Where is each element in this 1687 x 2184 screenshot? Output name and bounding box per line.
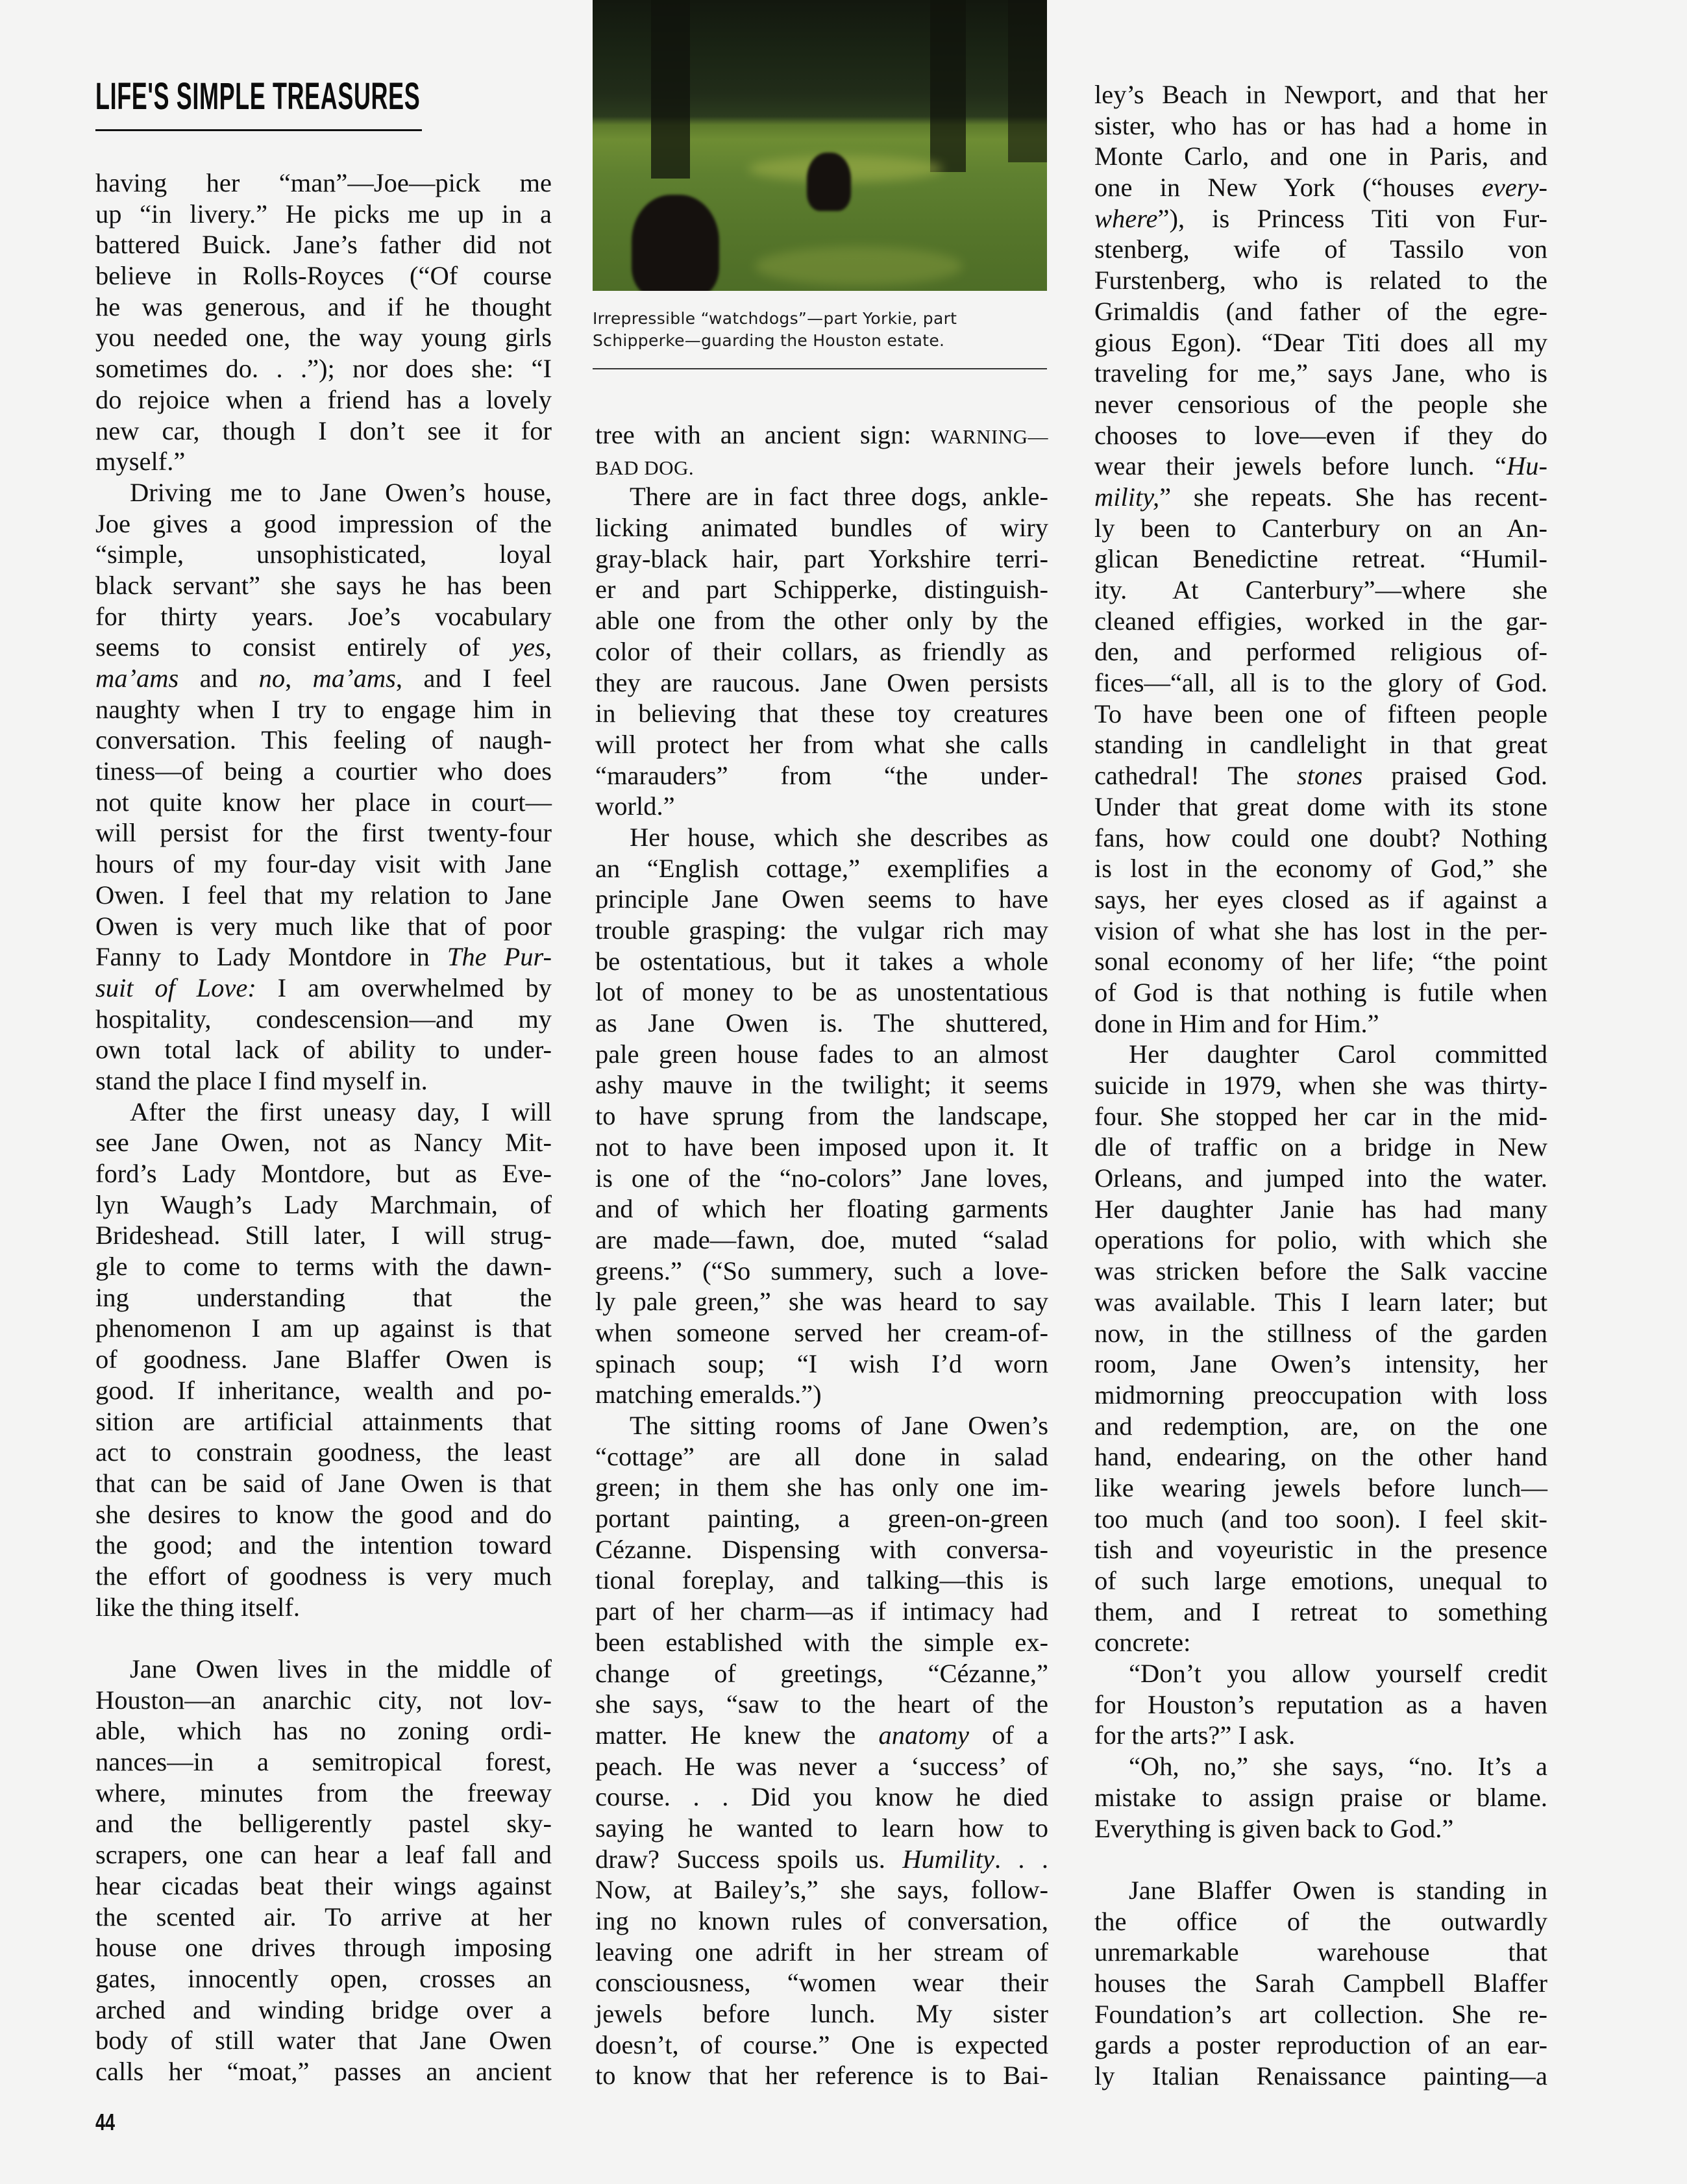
paragraph-start: Her daughter Carol committed <box>1129 1039 1547 1069</box>
italic-text: ma’ams <box>312 664 396 693</box>
text-line: pale green house fades to an almost <box>595 1039 1048 1069</box>
text-line: house one drives through imposing <box>95 1933 552 1963</box>
text-line: doesn’t, of course.” One is expected <box>595 2029 1048 2059</box>
text-line: gle to come to terms with the dawn- <box>95 1252 552 1282</box>
text-line: and the belligerently pastel sky- <box>95 1809 552 1839</box>
text-line: will protect her from what she calls <box>595 729 1048 759</box>
italic-text: Hu- <box>1507 451 1547 481</box>
text-line: where, minutes from the freeway <box>95 1778 552 1807</box>
text-line: an “English cottage,” exemplifies a <box>595 853 1048 883</box>
text-line: been established with the simple ex- <box>595 1627 1048 1657</box>
text-line: part of her charm—as if intimacy had <box>595 1596 1048 1626</box>
text-line: stenberg, wife of Tassilo von <box>1094 234 1547 264</box>
text-line: able, which has no zoning ordi- <box>95 1716 552 1746</box>
book-title-italic: The Pur- <box>447 942 552 972</box>
sign-text-smallcaps: BAD DOG. <box>595 456 695 479</box>
article-column-2 <box>595 419 1048 2091</box>
text-line: consciousness, “women wear their <box>595 1968 1048 1998</box>
paragraph-start: Her house, which she describes as <box>630 822 1048 852</box>
italic-text: yes <box>511 632 545 662</box>
text-line: Fanny to Lady Montdore in The Pur- <box>95 942 552 972</box>
text-line: for the arts?” I ask. <box>1094 1720 1296 1750</box>
text-line: body of still water that Jane Owen <box>95 2026 552 2055</box>
text-line: hear cicadas beat their wings against <box>95 1870 552 1900</box>
text-line <box>595 419 1048 451</box>
text-line: to know that her reference is to Bai- <box>595 2061 1048 2091</box>
text-line: fans, how could one doubt? Nothing <box>1094 823 1547 852</box>
text-line: Under that great dome with its stone <box>1094 791 1547 821</box>
text-line: dle of traffic on a bridge in New <box>1094 1132 1547 1162</box>
text-line: “cottage” are all done in salad <box>595 1441 1048 1471</box>
text-line: concrete: <box>1094 1628 1191 1657</box>
article-column-1 <box>95 168 552 2087</box>
title-underline-divider <box>95 129 422 131</box>
text-line: licking animated bundles of wiry <box>595 513 1048 543</box>
text-line: able one from the other only by the <box>595 606 1048 636</box>
text-line: and of which her floating garments <box>595 1194 1048 1224</box>
text-line: he was generous, and if he thought <box>95 292 552 321</box>
text-line: be ostentatious, but it takes a whole <box>595 946 1048 976</box>
text-line: having her “man”—Joe—pick me <box>95 168 552 197</box>
text-span: tree with an ancient sign: <box>595 420 931 449</box>
caption-line: Irrepressible “watchdogs”—part Yorkie, part <box>593 309 957 328</box>
paragraph-start: “Oh, no,” she says, “no. It’s a <box>1129 1752 1547 1781</box>
text-line: ity. At Canterbury”—where she <box>1094 575 1547 604</box>
text-line: as Jane Owen is. The shuttered, <box>595 1008 1048 1038</box>
text-line: for thirty years. Joe’s vocabulary <box>95 601 552 631</box>
text-line: nances—in a semitropical forest, <box>95 1747 552 1777</box>
text-line: see Jane Owen, not as Nancy Mit- <box>95 1128 552 1158</box>
text-line: suit of Love: I am overwhelmed by <box>95 973 552 1002</box>
text-line: mistake to assign praise or blame. <box>1094 1782 1547 1812</box>
text-line: Cézanne. Dispensing with conversa- <box>595 1534 1048 1564</box>
text-line: four. She stopped her car in the mid- <box>1094 1101 1547 1131</box>
text-line: naughty when I try to engage him in <box>95 694 552 724</box>
text-line: of God is that nothing is futile when <box>1094 977 1547 1007</box>
dogs-photo <box>593 0 1047 291</box>
text-line: lot of money to be as unostentatious <box>595 977 1048 1007</box>
text-line: leaving one adrift in her stream of <box>595 1937 1048 1967</box>
paragraph-start: There are in fact three dogs, ankle- <box>630 482 1048 512</box>
text-line: green; in them she has only one im- <box>595 1472 1048 1502</box>
text-line: color of their collars, as friendly as <box>595 636 1048 666</box>
text-span: matter. He knew the <box>595 1720 879 1750</box>
text-line: ford’s Lady Montdore, but as Eve- <box>95 1159 552 1188</box>
text-line: cleaned effigies, worked in the gar- <box>1094 606 1547 636</box>
text-line: gray-black hair, part Yorkshire terri- <box>595 543 1048 573</box>
page-number: 44 <box>95 2109 116 2135</box>
text-line: for Houston’s reputation as a haven <box>1094 1689 1547 1719</box>
text-line: is one of the “no-colors” Jane loves, <box>595 1163 1048 1193</box>
caption-divider <box>593 368 1047 369</box>
text-line: battered Buick. Jane’s father did not <box>95 230 552 260</box>
text-line: will persist for the first twenty-four <box>95 818 552 848</box>
text-line <box>1094 203 1547 234</box>
text-line: fices—“all, all is to the glory of God. <box>1094 668 1547 698</box>
text-line: room, Jane Owen’s intensity, her <box>1094 1349 1547 1379</box>
text-line <box>595 451 1048 482</box>
article-column-3 <box>1094 79 1547 2092</box>
text-line: “simple, unsophisticated, loyal <box>95 540 552 569</box>
section-title: LIFE'S SIMPLE TREASURES <box>95 75 421 118</box>
text-span: cathedral! The <box>1094 761 1298 791</box>
text-line: tish and voyeuristic in the presence <box>1094 1535 1547 1565</box>
text-line: the good; and the intention toward <box>95 1530 552 1560</box>
text-line: Orleans, and jumped into the water. <box>1094 1163 1547 1193</box>
text-span: one in New York (“houses <box>1094 173 1482 203</box>
text-line: course. . . Did you know he died <box>595 1782 1048 1812</box>
italic-text: anatomy <box>878 1720 969 1750</box>
text-line: To have been one of fifteen people <box>1094 699 1547 728</box>
text-line: peach. He was never a ‘success’ of <box>595 1751 1048 1781</box>
text-line: are made—fawn, doe, muted “salad <box>595 1224 1048 1254</box>
text-line: Houston—an anarchic city, not lov- <box>95 1685 552 1715</box>
italic-text: ma’ams <box>95 664 179 693</box>
text-line: ley’s Beach in Newport, and that her <box>1094 80 1547 109</box>
italic-text: stones <box>1297 761 1363 791</box>
paragraph-start: Driving me to Jane Owen’s house, <box>130 477 552 507</box>
text-line: gious Egon). “Dear Titi does all my <box>1094 327 1547 357</box>
text-line: black servant” she says he has been <box>95 570 552 600</box>
text-line: was stricken before the Salk vaccine <box>1094 1256 1547 1286</box>
text-line: Her daughter Janie has had many <box>1094 1194 1547 1224</box>
text-line: Joe gives a good impression of the <box>95 508 552 538</box>
section-start: Jane Blaffer Owen is standing in <box>1129 1875 1547 1905</box>
text-line: principle Jane Owen seems to have <box>595 884 1048 914</box>
text-line: seems to consist entirely of yes, <box>95 632 552 662</box>
text-line: you needed one, the way young girls <box>95 323 552 353</box>
text-line: they are raucous. Jane Owen persists <box>595 667 1048 697</box>
text-line: not to have been imposed upon it. It <box>595 1132 1048 1161</box>
text-line: gards a poster reproduction of an ear- <box>1094 2030 1547 2060</box>
text-span: ”), is Princess Titi von Fur- <box>1157 203 1547 233</box>
text-line: saying he wanted to learn how to <box>595 1813 1048 1843</box>
text-line: suicide in 1979, when she was thirty- <box>1094 1071 1547 1100</box>
caption-line: Schipperke—guarding the Houston estate. <box>593 331 945 350</box>
text-line: was available. This I learn later; but <box>1094 1287 1547 1317</box>
text-line: spinach soup; “I wish I’d worn <box>595 1348 1048 1378</box>
text-line: stand the place I find myself in. <box>95 1065 428 1095</box>
text-line: change of greetings, “Cézanne,” <box>595 1658 1048 1688</box>
text-line: act to constrain goodness, the least <box>95 1437 552 1467</box>
text-span: praised God. <box>1362 761 1547 791</box>
text-line: sonal economy of her life; “the point <box>1094 947 1547 976</box>
text-line: hand, endearing, on the other hand <box>1094 1442 1547 1472</box>
text-line: the effort of goodness is very much <box>95 1561 552 1591</box>
text-line: hospitality, condescension—and my <box>95 1004 552 1034</box>
photo-caption <box>593 308 1053 352</box>
text-line: too much (and too soon). I feel skit- <box>1094 1504 1547 1533</box>
text-line: them, and I retreat to something <box>1094 1596 1547 1626</box>
text-line: conversation. This feeling of naugh- <box>95 725 552 755</box>
text-line: operations for polio, with which she <box>1094 1225 1547 1255</box>
text-line: er and part Schipperke, distinguish- <box>595 575 1048 604</box>
dog-left <box>632 195 719 291</box>
text-span: draw? Success spoils us. <box>595 1844 903 1874</box>
text-line: trouble grasping: the vulgar rich may <box>595 915 1048 945</box>
text-line: calls her “moat,” passes an ancient <box>95 2056 552 2086</box>
text-line: glican Benedictine retreat. “Humil- <box>1094 544 1547 574</box>
text-line: lyn Waugh’s Lady Marchmain, of <box>95 1189 552 1219</box>
text-span: ” she repeats. She has recent- <box>1159 482 1547 512</box>
text-line: like wearing jewels before lunch— <box>1094 1472 1547 1502</box>
text-line: Brideshead. Still later, I will strug- <box>95 1221 552 1250</box>
text-line <box>1094 172 1547 203</box>
text-line: is lost in the economy of God,” she <box>1094 854 1547 884</box>
text-line: the scented air. To arrive at her <box>95 1902 552 1931</box>
italic-text: where <box>1094 203 1158 233</box>
text-line: Grimaldis (and father of the egre- <box>1094 296 1547 326</box>
text-span: . . . <box>994 1844 1048 1874</box>
text-line: own total lack of ability to under- <box>95 1035 552 1065</box>
text-line: ly Italian Renaissance painting—a <box>1094 2061 1547 2091</box>
text-line: traveling for me,” says Jane, who is <box>1094 358 1547 388</box>
text-line: Monte Carlo, and one in Paris, and <box>1094 142 1547 171</box>
text-line: sister, who has or has had a home in <box>1094 110 1547 140</box>
text-line: believe in Rolls-Royces (“Of course <box>95 261 552 291</box>
text-line: not quite know her place in court— <box>95 787 552 817</box>
text-line: hours of my four-day visit with Jane <box>95 849 552 879</box>
text-line: that can be said of Jane Owen is that <box>95 1468 552 1498</box>
text-line: midmorning preoccupation with loss <box>1094 1380 1547 1409</box>
text-line: myself.” <box>95 447 186 477</box>
text-line: tiness—of being a courtier who does <box>95 756 552 786</box>
text-line: greens.” (“So summery, such a love- <box>595 1256 1048 1285</box>
text-line <box>1094 760 1547 791</box>
text-line: jewels before lunch. My sister <box>595 1999 1048 2029</box>
text-line: gates, innocently open, crosses an <box>95 1963 552 1993</box>
text-line: in believing that these toy creatures <box>595 699 1048 728</box>
text-line: sometimes do. . .”); nor does she: “I <box>95 354 552 384</box>
text-line: Now, at Bailey’s,” she says, follow- <box>595 1875 1048 1905</box>
text-line: matching emeralds.”) <box>595 1380 822 1409</box>
text-line <box>1094 451 1547 482</box>
text-line: vision of what she has lost in the per- <box>1094 915 1547 945</box>
text-line: ly pale green,” she was heard to say <box>595 1287 1048 1317</box>
text-line: Furstenberg, who is related to the <box>1094 266 1547 295</box>
text-line: den, and performed religious of- <box>1094 637 1547 667</box>
sign-text-smallcaps: WARNING— <box>930 425 1048 448</box>
book-title-italic: suit of Love: <box>95 973 256 1002</box>
text-line: scrapers, one can hear a leaf fall and <box>95 1840 552 1870</box>
text-line: to have sprung from the landscape, <box>595 1101 1048 1131</box>
text-line: houses the Sarah Campbell Blaffer <box>1094 1968 1547 1998</box>
text-line <box>595 1844 1048 1875</box>
text-span: wear their jewels before lunch. “ <box>1094 451 1507 481</box>
paragraph-start: “Don’t you allow yourself credit <box>1129 1659 1547 1689</box>
text-line: like the thing itself. <box>95 1592 300 1622</box>
text-line: the office of the outwardly <box>1094 1906 1547 1936</box>
italic-text: every- <box>1481 173 1547 203</box>
dog-right <box>807 153 851 211</box>
text-line: chooses to love—even if they do <box>1094 420 1547 450</box>
text-line: tional foreplay, and talking—this is <box>595 1565 1048 1595</box>
text-line: world.” <box>595 791 675 821</box>
text-line: Owen. I feel that my relation to Jane <box>95 880 552 910</box>
text-line: says, her eyes closed as if against a <box>1094 884 1547 914</box>
paragraph-start: After the first uneasy day, I will <box>130 1097 552 1126</box>
text-line: now, in the stillness of the garden <box>1094 1318 1547 1348</box>
text-line: ashy mauve in the twilight; it seems <box>595 1070 1048 1100</box>
italic-text: no <box>258 664 286 693</box>
text-line: of goodness. Jane Blaffer Owen is <box>95 1345 552 1374</box>
text-line: “marauders” from “the under- <box>595 760 1048 790</box>
text-line: portant painting, a green-on-green <box>595 1504 1048 1533</box>
text-line: new car, though I don’t see it for <box>95 416 552 445</box>
text-line: she desires to know the good and do <box>95 1499 552 1529</box>
text-line: Owen is very much like that of poor <box>95 911 552 941</box>
text-line: ing no known rules of conversation, <box>595 1906 1048 1935</box>
paragraph-start: The sitting rooms of Jane Owen’s <box>630 1411 1048 1440</box>
text-line: Foundation’s art collection. She re- <box>1094 1999 1547 2029</box>
text-line: ing understanding that the <box>95 1282 552 1312</box>
text-line: never censorious of the people she <box>1094 389 1547 419</box>
text-line: done in Him and for Him.” <box>1094 1008 1379 1038</box>
text-line: unremarkable warehouse that <box>1094 1937 1547 1967</box>
text-line: Everything is given back to God.” <box>1094 1813 1454 1843</box>
text-line: standing in candlelight in that great <box>1094 730 1547 760</box>
italic-text: Humility <box>902 1844 994 1874</box>
text-line: up “in livery.” He picks me up in a <box>95 199 552 229</box>
text-line: sition are artificial attainments that <box>95 1406 552 1436</box>
italic-text: mility, <box>1094 482 1160 512</box>
text-line: and redemption, are, on the one <box>1094 1411 1547 1441</box>
text-line: when someone served her cream-of- <box>595 1317 1048 1347</box>
text-line: she says, “saw to the heart of the <box>595 1689 1048 1719</box>
text-line <box>1094 482 1547 513</box>
text-line: do rejoice when a friend has a lovely <box>95 384 552 414</box>
text-span: of a <box>968 1720 1048 1750</box>
text-line: of such large emotions, unequal to <box>1094 1566 1547 1595</box>
text-line: ma’ams and no, ma’ams, and I feel <box>95 664 552 693</box>
text-line: ly been to Canterbury on an An- <box>1094 513 1547 543</box>
text-line: phenomenon I am up against is that <box>95 1313 552 1343</box>
text-line: good. If inheritance, wealth and po- <box>95 1375 552 1405</box>
section-start: Jane Owen lives in the middle of <box>130 1654 552 1683</box>
text-line: arched and winding bridge over a <box>95 1994 552 2024</box>
text-line <box>595 1720 1048 1751</box>
